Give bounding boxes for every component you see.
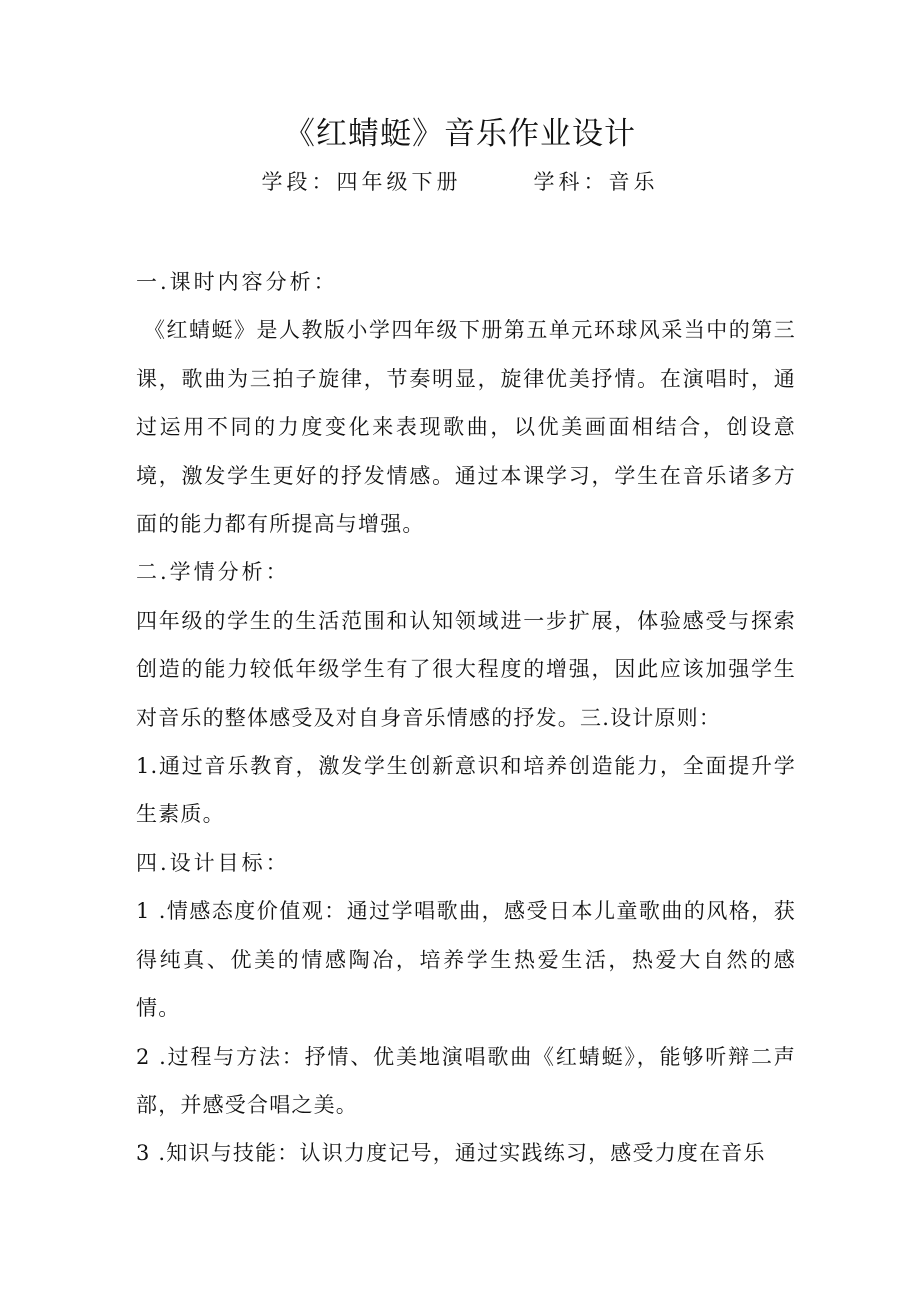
- paragraph-content-analysis: 《红蜻蜓》是人教版小学四年级下册第五单元环球风采当中的第三课，歌曲为三拍子旋律，节奏明显，旋律优美抒情。在演唱时，通过运用不同的力度变化来表现歌曲，以优美画面相结合，创设意境，激发学生更好的抒发情感。通过本课学习，学生在音乐诸多方面的能力都有所提高与增强。: [136, 318, 796, 537]
- paragraph-student-analysis: 四年级的学生的生活范围和认知领域进一步扩展，体验感受与探索创造的能力较低年级学生有了很大程度的增强，因此应该加强学生对音乐的整体感受及对自身音乐情感的抒发。三.设计原则：: [136, 608, 796, 730]
- paragraph-design-principle-1: 1.通过音乐教育，激发学生创新意识和培养创造能力，全面提升学生素质。: [136, 754, 796, 827]
- paragraph-goal-3: 3 .知识与技能：认识力度记号，通过实践练习，感受力度在音乐: [136, 1141, 766, 1166]
- subject-label: 学科：音乐: [533, 170, 659, 194]
- paragraph-goal-1: 1 .情感态度价值观：通过学唱歌曲，感受日本儿童歌曲的风格，获得纯真、优美的情感陶冶，培养学生热爱生活，热爱大自然的感情。: [136, 899, 796, 1021]
- document-body: [136, 258, 796, 1178]
- document-meta: [0, 166, 920, 196]
- paragraph-goal-2: 2 .过程与方法：抒情、优美地演唱歌曲《红蜻蜓》，能够听辩二声部，并感受合唱之美。: [136, 1044, 796, 1117]
- section-heading-design-goals: 四.设计目标：: [136, 850, 290, 875]
- document-title: 《红蜻蜓》音乐作业设计: [284, 116, 636, 152]
- section-heading-student-analysis: 二.学情分析：: [136, 560, 290, 585]
- grade-label: 学段：四年级下册: [261, 170, 462, 194]
- section-heading-content-analysis: 一.课时内容分析：: [136, 270, 338, 294]
